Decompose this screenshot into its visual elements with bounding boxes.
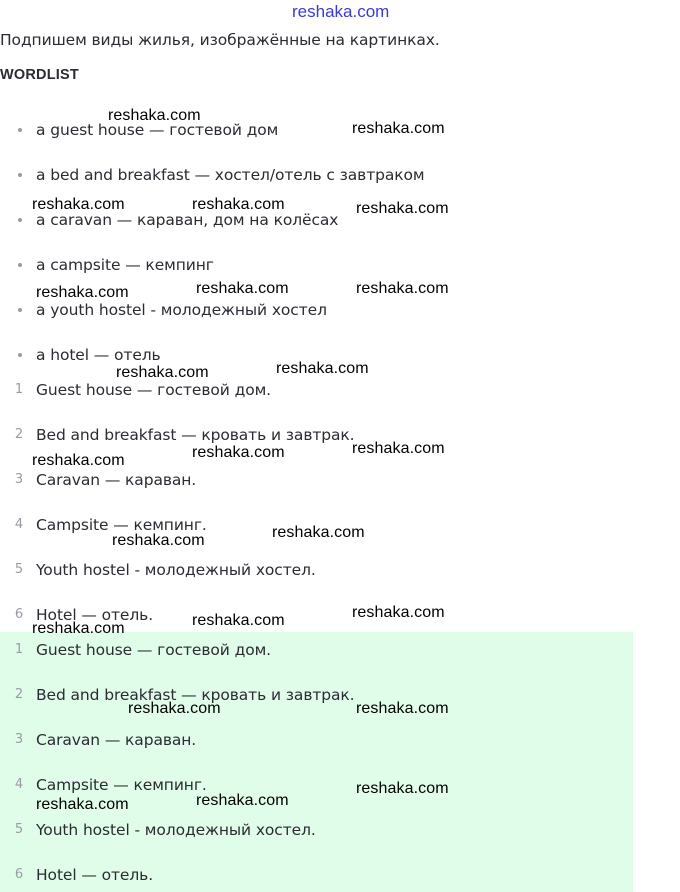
answer-text: Youth hostel - молодежный хостел. <box>36 561 316 579</box>
answer-text: Hotel — отель. <box>36 866 154 884</box>
answer-number: 6 <box>14 607 24 622</box>
watermark: reshaka.com <box>352 120 445 137</box>
answer-number: 4 <box>14 517 24 532</box>
answer-number: 1 <box>14 382 24 397</box>
answer-number: 3 <box>14 732 24 747</box>
wordlist-heading: WORDLIST <box>0 67 79 83</box>
bullet-icon <box>18 218 22 222</box>
watermark: reshaka.com <box>352 440 445 457</box>
answer-number: 1 <box>14 642 24 657</box>
answer-text: Youth hostel - молодежный хостел. <box>36 821 316 839</box>
watermark: reshaka.com <box>36 796 129 813</box>
watermark: reshaka.com <box>32 620 125 637</box>
answer-box <box>0 632 633 892</box>
watermark: reshaka.com <box>356 280 449 297</box>
wordlist-item-text: a guest house — гостевой дом <box>36 121 279 139</box>
watermark: reshaka.com <box>276 360 369 377</box>
answer-number: 3 <box>14 472 24 487</box>
watermark: reshaka.com <box>356 700 449 717</box>
answer-text: Caravan — караван. <box>36 471 197 489</box>
watermark: reshaka.com <box>192 196 285 213</box>
watermark: reshaka.com <box>192 612 285 629</box>
watermark: reshaka.com <box>356 200 449 217</box>
watermark: reshaka.com <box>352 604 445 621</box>
watermark: reshaka.com <box>32 452 125 469</box>
answer-text: Guest house — гостевой дом. <box>36 641 271 659</box>
task-instruction: Подпишем виды жилья, изображённые на картинках. <box>0 31 440 49</box>
watermark: reshaka.com <box>112 532 205 549</box>
watermark: reshaka.com <box>36 284 129 301</box>
answer-text: Hotel — отель. <box>36 606 154 624</box>
wordlist-item-text: a hotel — отель <box>36 346 161 364</box>
wordlist-item-text: a campsite — кемпинг <box>36 256 214 274</box>
answer-number: 5 <box>14 562 24 577</box>
watermark: reshaka.com <box>356 780 449 797</box>
watermark: reshaka.com <box>108 107 201 124</box>
watermark: reshaka.com <box>192 444 285 461</box>
bullet-icon <box>18 353 22 357</box>
bullet-icon <box>18 308 22 312</box>
bullet-icon <box>18 128 22 132</box>
wordlist-item-text: a bed and breakfast — хостел/отель с завтраком <box>36 166 425 184</box>
answer-number: 6 <box>14 867 24 882</box>
answer-text: Bed and breakfast — кровать и завтрак. <box>36 426 355 444</box>
answer-text: Campsite — кемпинг. <box>36 776 207 794</box>
answer-number: 2 <box>14 427 24 442</box>
watermark: reshaka.com <box>196 792 289 809</box>
watermark: reshaka.com <box>116 364 209 381</box>
wordlist-item-text: a youth hostel - молодежный хостел <box>36 301 327 319</box>
bullet-icon <box>18 263 22 267</box>
answer-number: 2 <box>14 687 24 702</box>
answer-number: 5 <box>14 822 24 837</box>
answer-text: Bed and breakfast — кровать и завтрак. <box>36 686 355 704</box>
bullet-icon <box>18 173 22 177</box>
watermark: reshaka.com <box>272 524 365 541</box>
wordlist-item-text: a caravan — караван, дом на колёсах <box>36 211 339 229</box>
watermark: reshaka.com <box>196 280 289 297</box>
answer-number: 4 <box>14 777 24 792</box>
site-link[interactable]: reshaka.com <box>292 2 390 21</box>
answer-text: Caravan — караван. <box>36 731 197 749</box>
answer-text: Guest house — гостевой дом. <box>36 381 271 399</box>
answer-text: Campsite — кемпинг. <box>36 516 207 534</box>
watermark: reshaka.com <box>32 196 125 213</box>
watermark: reshaka.com <box>128 700 221 717</box>
